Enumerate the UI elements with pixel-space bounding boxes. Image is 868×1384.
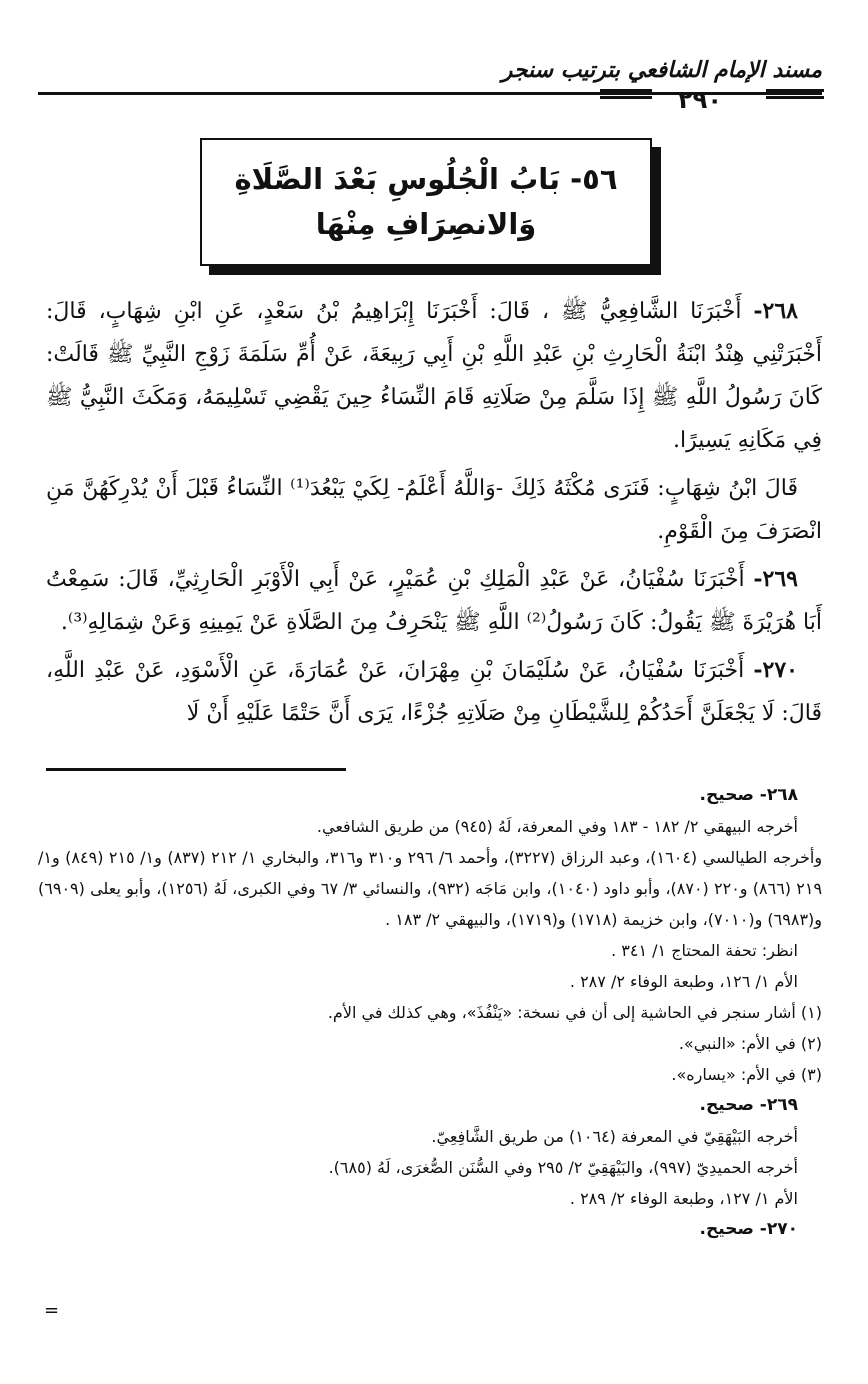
hadith-text: أَخْبَرَنَا الشَّافِعِيُّ ﷺ ، قَالَ: أَخْبَرَنَا إِبْرَاهِيمُ بْنُ سَعْدٍ، عَنِ ابْنِ شِهَابٍ، قَالَ: أَخْبَرَتْنِي هِنْدُ ابْنَةُ الْحَارِثِ بْنِ عَبْدِ اللَّهِ بْنِ أَبِي رَبِيعَةَ، عَنْ أُمِّ سَلَمَةَ زَوْجِ النَّبِيِّ ﷺ قَالَتْ: كَانَ رَسُولُ اللَّهِ ﷺ إِذَا سَلَّمَ مِنْ صَلَاتِهِ قَامَ النِّسَاءُ حِينَ يَقْضِي تَسْلِيمَهُ، وَمَكَثَ النَّبِيُّ ﷺ فِي مَكَانِهِ يَسِيرًا. [46,299,822,453]
footnote-line: انظر: تحفة المحتاج ١/ ٣٤١ . [611,941,798,960]
continuation-mark: = [44,1300,60,1321]
hadith-number: ٢٧٠- [753,657,798,683]
hadith-number: ٢٦٨- [753,298,798,324]
chapter-title-line-1: ٥٦- بَابُ الْجُلُوسِ بَعْدَ الصَّلَاةِ [234,162,618,197]
footnote-separator [46,768,346,771]
chapter-heading-box [200,138,652,266]
footnote-1: (١) أشار سنجر في الحاشية إلى أن في نسخة: «يَنْفُذَ»، وهي كذلك في الأم. [327,1003,822,1022]
footnote-2: (٢) في الأم: «النبي». [678,1034,822,1053]
footnote-heading-268: ٢٦٨- صحيح. [699,785,798,805]
hadith-number: ٢٦٩- [753,566,798,592]
hadith-text: قَالَ ابْنُ شِهَابٍ: فَنَرَى مُكْثَهُ ذَلِكَ -وَاللَّهُ أَعْلَمُ- لِكَيْ يَبْعُدَ⁽¹⁾ النِّسَاءُ قَبْلَ أَنْ يُدْرِكَهُنَّ مَنِ انْصَرَفَ مِنَ الْقَوْمِ. [46,476,822,544]
footnote-3: (٣) في الأم: «يساره». [671,1065,822,1084]
footnote-line: الأم ١/ ١٢٦، وطبعة الوفاء ٢/ ٢٨٧ . [569,972,798,991]
main-text [46,290,822,740]
running-header-title: مسند الإمام الشافعي بترتيب سنجر [501,58,822,83]
footnote-line: الأم ١/ ١٢٧، وطبعة الوفاء ٢/ ٢٨٩ . [569,1189,798,1208]
hadith-text: أَخْبَرَنَا سُفْيَانُ، عَنْ سُلَيْمَانَ بْنِ مِهْرَانَ، عَنْ عُمَارَةَ، عَنِ الْأَسْوَدِ، عَنْ عَبْدِ اللَّهِ، قَالَ: لَا يَجْعَلَنَّ أَحَدُكُمْ لِلشَّيْطَانِ مِنْ صَلَاتِهِ جُزْءًا، يَرَى أَنَّ حَتْمًا عَلَيْهِ أَنْ لَا [46,658,822,726]
page-number-ornament-right [766,89,824,99]
page-number: ٢٩٠ [678,86,722,114]
footnote-heading-269: ٢٦٩- صحيح. [699,1095,798,1115]
hadith-text: أَخْبَرَنَا سُفْيَانُ، عَنْ عَبْدِ الْمَلِكِ بْنِ عُمَيْرٍ، عَنْ أَبِي الْأَوْبَرِ الْحَارِثِيِّ، قَالَ: سَمِعْتُ أَبَا هُرَيْرَةَ ﷺ يَقُولُ: كَانَ رَسُولُ⁽²⁾ اللَّهِ ﷺ يَنْحَرِفُ مِنَ الصَّلَاةِ عَنْ يَمِينِهِ وَعَنْ شِمَالِهِ⁽³⁾. [46,567,822,635]
footnote-line: وأخرجه الطيالسي (١٦٠٤)، وعبد الرزاق (٣٢٢٧)، وأحمد ٦/ ٢٩٦ و٣١٠ و٣١٦، والبخاري ١/ ٢١٢ (٨٣٧) و١/ ٢١٥ (٨٤٩) و١/ ٢١٩ (٨٦٦) و٢٢٠ (٨٧٠)، وأبو داود (١٠٤٠)، وابن مَاجَه (٩٣٢)، والنسائي ٣/ ٦٧ وفي الكبرى، لَهُ (١٢٥٦)، وأبو يعلى (٦٩٠٩) و(٦٩٨٣) و(٧٠١٠)، وابن خزيمة (١٧١٨) و(١٧١٩)، والبيهقي ٢/ ١٨٣ . [38,848,823,929]
footnote-line: أخرجه البَيْهَقِيّ في المعرفة (١٠٦٤) من طريق الشَّافِعِيّ. [431,1127,798,1146]
footnote-line: أخرجه الحميدِيّ (٩٩٧)، والبَيْهَقِيّ ٢/ ٢٩٥ وفي السُّنَن الصُّغرَى، لَهُ (٦٨٥). [328,1158,798,1177]
hadith-268 [46,290,822,462]
hadith-269 [46,558,822,644]
page-number-ornament-left [600,89,652,99]
hadith-270 [46,649,822,735]
chapter-title-line-2: وَالانصِرَافِ مِنْهَا [315,207,537,241]
footnote-heading-270: ٢٧٠- صحيح. [699,1219,798,1239]
footnote-line: أخرجه البيهقي ٢/ ١٨٢ - ١٨٣ وفي المعرفة، لَهُ (٩٤٥) من طريق الشافعي. [316,817,798,836]
footnotes [38,780,822,1245]
hadith-268-comment [46,467,822,553]
